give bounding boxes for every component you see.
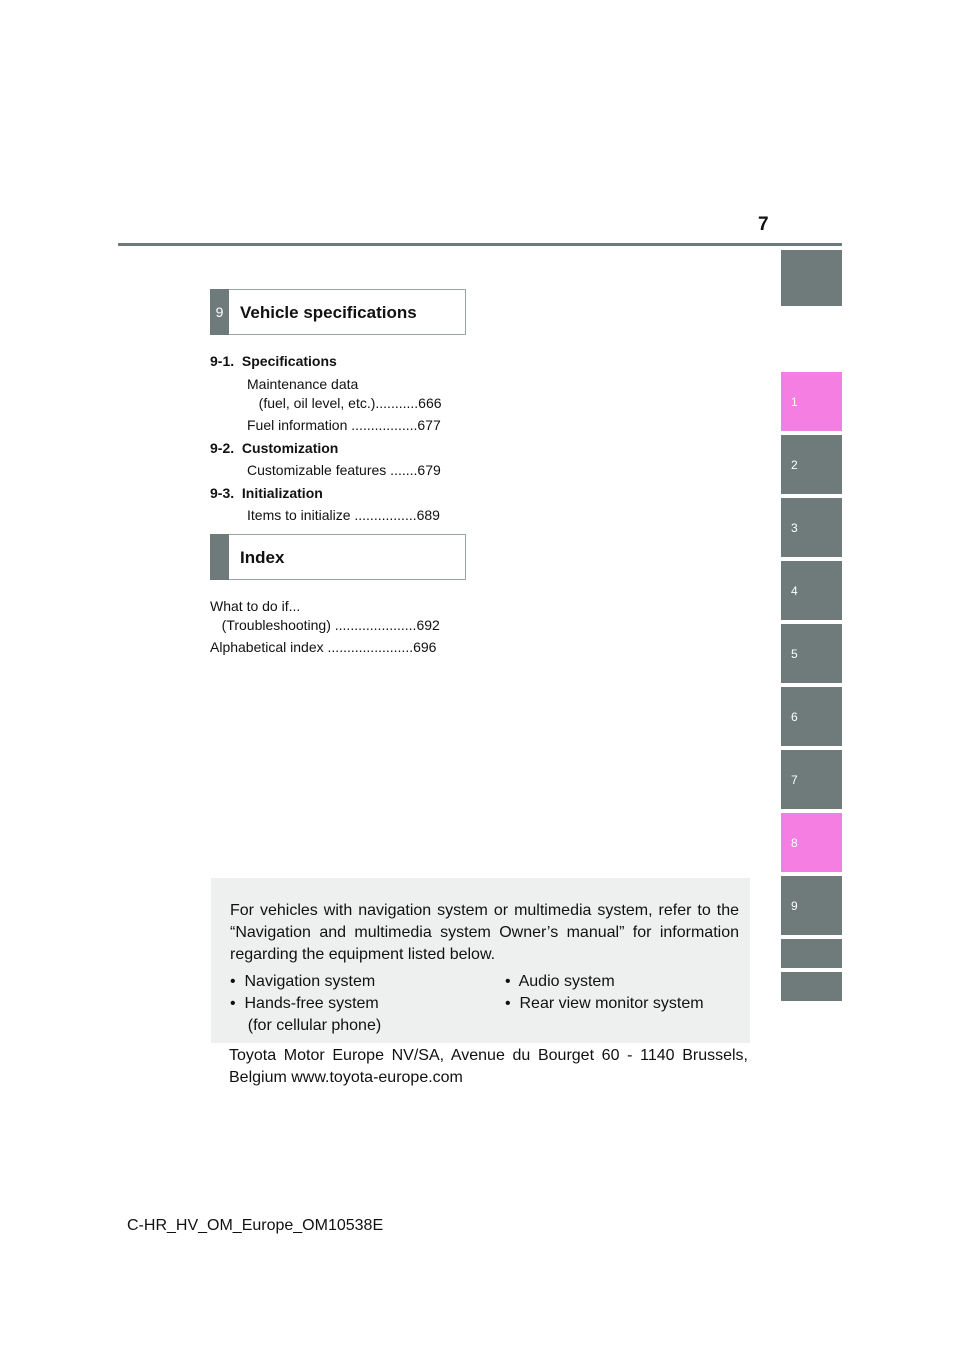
chapter-tab-8[interactable]: 8 xyxy=(781,813,842,872)
note-text: For vehicles with navigation system or multimedia system, refer to the “Navigation and multimedia system Owner’s manual” for information regarding the equipment listed below. xyxy=(230,902,739,963)
section-title: Vehicle specifications xyxy=(240,303,417,322)
toc-entry[interactable]: (Troubleshooting) .....................692 xyxy=(210,617,440,633)
header-rule xyxy=(118,243,842,246)
toc-entry[interactable]: Fuel information .................677 xyxy=(247,417,441,433)
document-code: C-HR_HV_OM_Europe_OM10538E xyxy=(127,1217,384,1234)
section-title: Index xyxy=(240,548,285,567)
toc-subheading-specifications[interactable]: 9-1. Specifications xyxy=(210,353,337,369)
toc-subheading-initialization[interactable]: 9-3. Initialization xyxy=(210,485,323,501)
chapter-tab-9[interactable]: 9 xyxy=(781,876,842,935)
list-item: • Navigation system xyxy=(230,973,376,990)
list-item: • Rear view monitor system xyxy=(505,995,704,1012)
toc-entry[interactable]: Alphabetical index ......................696 xyxy=(210,639,437,655)
chapter-tab-1[interactable]: 1 xyxy=(781,372,842,431)
toc-entry[interactable]: What to do if... xyxy=(210,598,301,614)
toc-entry[interactable]: Items to initialize ................689 xyxy=(247,507,440,523)
note-box xyxy=(211,878,750,1043)
section-header-vehicle-specifications xyxy=(210,289,466,335)
list-item: • Audio system xyxy=(505,973,615,990)
page-number: 7 xyxy=(758,214,769,235)
chapter-tab-blank-3[interactable] xyxy=(781,972,842,1001)
chapter-tab-blank[interactable] xyxy=(781,250,842,306)
chapter-tab-6[interactable]: 6 xyxy=(781,687,842,746)
list-item: (for cellular phone) xyxy=(230,1017,382,1034)
chapter-tab-7[interactable]: 7 xyxy=(781,750,842,809)
chapter-tab-4[interactable]: 4 xyxy=(781,561,842,620)
toc-subheading-customization[interactable]: 9-2. Customization xyxy=(210,440,339,456)
chapter-tab-blank-2[interactable] xyxy=(781,939,842,968)
toc-entry[interactable]: (fuel, oil level, etc.)...........666 xyxy=(247,395,442,411)
list-item: • Hands-free system xyxy=(230,995,379,1012)
section-header-index xyxy=(210,534,466,580)
section-number: 9 xyxy=(210,289,229,335)
toc-entry[interactable]: Customizable features .......679 xyxy=(247,462,441,478)
chapter-tab-2[interactable]: 2 xyxy=(781,435,842,494)
section-bar xyxy=(210,534,229,580)
chapter-tab-3[interactable]: 3 xyxy=(781,498,842,557)
toc-entry[interactable]: Maintenance data xyxy=(247,376,359,392)
company-address: Toyota Motor Europe NV/SA, Avenue du Bourget 60 - 1140 Brussels, Belgium www.toyota-europe.com xyxy=(229,1047,748,1086)
chapter-tab-5[interactable]: 5 xyxy=(781,624,842,683)
